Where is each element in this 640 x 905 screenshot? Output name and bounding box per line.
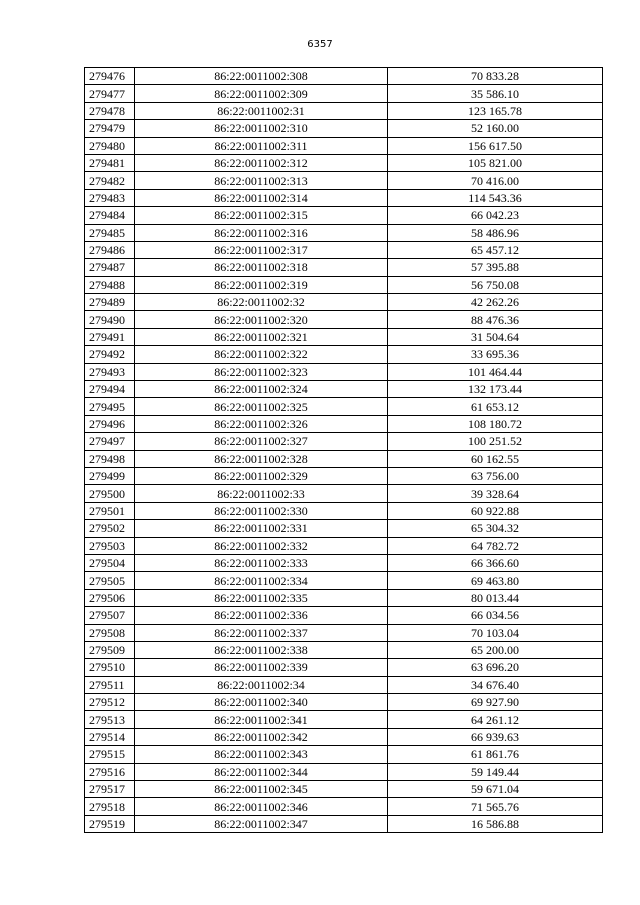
cadastral-value-cell: 64 782.72 — [388, 537, 603, 554]
cadastral-number-cell: 86:22:0011002:315 — [135, 207, 388, 224]
table-row — [85, 711, 603, 728]
cadastral-value-cell: 66 034.56 — [388, 607, 603, 624]
cadastral-value-cell: 59 671.04 — [388, 781, 603, 798]
cadastral-value-cell: 65 200.00 — [388, 641, 603, 658]
row-number-cell: 279516 — [85, 763, 135, 780]
row-number-cell: 279495 — [85, 398, 135, 415]
table-row — [85, 224, 603, 241]
cadastral-value-cell: 35 586.10 — [388, 85, 603, 102]
cadastral-value-cell: 88 476.36 — [388, 311, 603, 328]
table-row — [85, 85, 603, 102]
row-number-cell: 279484 — [85, 207, 135, 224]
cadastral-number-cell: 86:22:0011002:327 — [135, 433, 388, 450]
row-number-cell: 279507 — [85, 607, 135, 624]
row-number-cell: 279513 — [85, 711, 135, 728]
cadastral-value-cell: 66 042.23 — [388, 207, 603, 224]
cadastral-number-cell: 86:22:0011002:325 — [135, 398, 388, 415]
row-number-cell: 279510 — [85, 659, 135, 676]
cadastral-number-cell: 86:22:0011002:345 — [135, 781, 388, 798]
row-number-cell: 279505 — [85, 572, 135, 589]
cadastral-number-cell: 86:22:0011002:319 — [135, 276, 388, 293]
row-number-cell: 279515 — [85, 746, 135, 763]
cadastral-value-cell: 71 565.76 — [388, 798, 603, 815]
cadastral-value-cell: 16 586.88 — [388, 815, 603, 832]
table-row — [85, 398, 603, 415]
cadastral-value-cell: 39 328.64 — [388, 485, 603, 502]
cadastral-number-cell: 86:22:0011002:328 — [135, 450, 388, 467]
cadastral-value-cell: 63 756.00 — [388, 467, 603, 484]
cadastral-value-cell: 156 617.50 — [388, 137, 603, 154]
row-number-cell: 279501 — [85, 502, 135, 519]
cadastral-value-cell: 52 160.00 — [388, 120, 603, 137]
table-row — [85, 798, 603, 815]
cadastral-value-cell: 58 486.96 — [388, 224, 603, 241]
table-row — [85, 102, 603, 119]
cadastral-value-cell: 65 457.12 — [388, 241, 603, 258]
table-row — [85, 607, 603, 624]
table-row — [85, 68, 603, 85]
table-row — [85, 624, 603, 641]
table-row — [85, 641, 603, 658]
table-row — [85, 537, 603, 554]
table-row — [85, 120, 603, 137]
cadastral-number-cell: 86:22:0011002:334 — [135, 572, 388, 589]
cadastral-number-cell: 86:22:0011002:314 — [135, 189, 388, 206]
cadastral-number-cell: 86:22:0011002:342 — [135, 728, 388, 745]
row-number-cell: 279476 — [85, 68, 135, 85]
table-row — [85, 363, 603, 380]
table-row — [85, 694, 603, 711]
table-row — [85, 276, 603, 293]
cadastral-value-cell: 64 261.12 — [388, 711, 603, 728]
cadastral-number-cell: 86:22:0011002:326 — [135, 415, 388, 432]
table-row — [85, 520, 603, 537]
row-number-cell: 279498 — [85, 450, 135, 467]
table-row — [85, 328, 603, 345]
cadastral-value-cell: 57 395.88 — [388, 259, 603, 276]
cadastral-value-cell: 34 676.40 — [388, 676, 603, 693]
row-number-cell: 279509 — [85, 641, 135, 658]
table-body — [85, 68, 603, 833]
cadastral-value-cell: 33 695.36 — [388, 346, 603, 363]
cadastral-number-cell: 86:22:0011002:34 — [135, 676, 388, 693]
cadastral-number-cell: 86:22:0011002:33 — [135, 485, 388, 502]
row-number-cell: 279483 — [85, 189, 135, 206]
cadastral-value-cell: 59 149.44 — [388, 763, 603, 780]
row-number-cell: 279492 — [85, 346, 135, 363]
row-number-cell: 279486 — [85, 241, 135, 258]
cadastral-value-cell: 70 103.04 — [388, 624, 603, 641]
cadastral-value-cell: 60 922.88 — [388, 502, 603, 519]
cadastral-value-cell: 80 013.44 — [388, 589, 603, 606]
cadastral-value-cell: 66 939.63 — [388, 728, 603, 745]
cadastral-value-cell: 61 653.12 — [388, 398, 603, 415]
cadastral-number-cell: 86:22:0011002:329 — [135, 467, 388, 484]
cadastral-number-cell: 86:22:0011002:309 — [135, 85, 388, 102]
row-number-cell: 279487 — [85, 259, 135, 276]
cadastral-value-cell: 63 696.20 — [388, 659, 603, 676]
cadastral-number-cell: 86:22:0011002:336 — [135, 607, 388, 624]
row-number-cell: 279517 — [85, 781, 135, 798]
row-number-cell: 279494 — [85, 381, 135, 398]
cadastral-number-cell: 86:22:0011002:317 — [135, 241, 388, 258]
row-number-cell: 279480 — [85, 137, 135, 154]
table-row — [85, 659, 603, 676]
cadastral-number-cell: 86:22:0011002:308 — [135, 68, 388, 85]
cadastral-number-cell: 86:22:0011002:347 — [135, 815, 388, 832]
cadastral-number-cell: 86:22:0011002:333 — [135, 554, 388, 571]
cadastral-value-cell: 132 173.44 — [388, 381, 603, 398]
row-number-cell: 279493 — [85, 363, 135, 380]
table-row — [85, 572, 603, 589]
cadastral-number-cell: 86:22:0011002:31 — [135, 102, 388, 119]
row-number-cell: 279482 — [85, 172, 135, 189]
cadastral-number-cell: 86:22:0011002:313 — [135, 172, 388, 189]
cadastral-number-cell: 86:22:0011002:312 — [135, 154, 388, 171]
cadastral-number-cell: 86:22:0011002:32 — [135, 294, 388, 311]
cadastral-value-cell: 61 861.76 — [388, 746, 603, 763]
cadastral-value-cell: 56 750.08 — [388, 276, 603, 293]
cadastral-number-cell: 86:22:0011002:316 — [135, 224, 388, 241]
row-number-cell: 279506 — [85, 589, 135, 606]
row-number-cell: 279511 — [85, 676, 135, 693]
cadastral-number-cell: 86:22:0011002:343 — [135, 746, 388, 763]
table-row — [85, 763, 603, 780]
row-number-cell: 279519 — [85, 815, 135, 832]
row-number-cell: 279478 — [85, 102, 135, 119]
cadastral-number-cell: 86:22:0011002:335 — [135, 589, 388, 606]
row-number-cell: 279481 — [85, 154, 135, 171]
table-row — [85, 172, 603, 189]
table-row — [85, 241, 603, 258]
cadastral-number-cell: 86:22:0011002:311 — [135, 137, 388, 154]
cadastral-value-cell: 66 366.60 — [388, 554, 603, 571]
cadastral-number-cell: 86:22:0011002:320 — [135, 311, 388, 328]
table-row — [85, 311, 603, 328]
cadastral-value-cell: 100 251.52 — [388, 433, 603, 450]
cadastral-number-cell: 86:22:0011002:322 — [135, 346, 388, 363]
table-row — [85, 346, 603, 363]
cadastral-number-cell: 86:22:0011002:332 — [135, 537, 388, 554]
row-number-cell: 279518 — [85, 798, 135, 815]
cadastral-number-cell: 86:22:0011002:321 — [135, 328, 388, 345]
table-row — [85, 554, 603, 571]
row-number-cell: 279502 — [85, 520, 135, 537]
table-row — [85, 137, 603, 154]
table-row — [85, 154, 603, 171]
cadastral-number-cell: 86:22:0011002:310 — [135, 120, 388, 137]
table-row — [85, 485, 603, 502]
cadastral-number-cell: 86:22:0011002:340 — [135, 694, 388, 711]
table-row — [85, 294, 603, 311]
table-row — [85, 815, 603, 832]
cadastral-value-cell: 114 543.36 — [388, 189, 603, 206]
cadastral-number-cell: 86:22:0011002:330 — [135, 502, 388, 519]
page-number: 6357 — [307, 39, 333, 50]
cadastral-number-cell: 86:22:0011002:337 — [135, 624, 388, 641]
row-number-cell: 279508 — [85, 624, 135, 641]
row-number-cell: 279503 — [85, 537, 135, 554]
cadastral-number-cell: 86:22:0011002:344 — [135, 763, 388, 780]
table-row — [85, 589, 603, 606]
table-row — [85, 450, 603, 467]
row-number-cell: 279496 — [85, 415, 135, 432]
cadastral-value-cell: 69 927.90 — [388, 694, 603, 711]
table-row — [85, 781, 603, 798]
row-number-cell: 279488 — [85, 276, 135, 293]
row-number-cell: 279490 — [85, 311, 135, 328]
cadastral-value-cell: 65 304.32 — [388, 520, 603, 537]
cadastral-number-cell: 86:22:0011002:346 — [135, 798, 388, 815]
row-number-cell: 279500 — [85, 485, 135, 502]
table-row — [85, 467, 603, 484]
table-row — [85, 728, 603, 745]
table-row — [85, 381, 603, 398]
cadastral-value-cell: 70 416.00 — [388, 172, 603, 189]
cadastral-value-cell: 42 262.26 — [388, 294, 603, 311]
cadastral-value-cell: 108 180.72 — [388, 415, 603, 432]
cadastral-value-cell: 101 464.44 — [388, 363, 603, 380]
table-row — [85, 746, 603, 763]
row-number-cell: 279491 — [85, 328, 135, 345]
table-row — [85, 415, 603, 432]
row-number-cell: 279504 — [85, 554, 135, 571]
table-row — [85, 207, 603, 224]
cadastral-value-cell: 31 504.64 — [388, 328, 603, 345]
row-number-cell: 279479 — [85, 120, 135, 137]
cadastral-number-cell: 86:22:0011002:324 — [135, 381, 388, 398]
row-number-cell: 279497 — [85, 433, 135, 450]
cadastral-number-cell: 86:22:0011002:318 — [135, 259, 388, 276]
cadastral-value-cell: 70 833.28 — [388, 68, 603, 85]
row-number-cell: 279489 — [85, 294, 135, 311]
cadastral-number-cell: 86:22:0011002:323 — [135, 363, 388, 380]
table-row — [85, 433, 603, 450]
table-row — [85, 259, 603, 276]
cadastral-number-cell: 86:22:0011002:339 — [135, 659, 388, 676]
row-number-cell: 279512 — [85, 694, 135, 711]
table-row — [85, 189, 603, 206]
row-number-cell: 279499 — [85, 467, 135, 484]
cadastral-number-cell: 86:22:0011002:341 — [135, 711, 388, 728]
table-row — [85, 502, 603, 519]
cadastral-value-cell: 69 463.80 — [388, 572, 603, 589]
row-number-cell: 279485 — [85, 224, 135, 241]
cadastral-value-cell: 105 821.00 — [388, 154, 603, 171]
cadastral-value-table — [84, 67, 603, 833]
cadastral-value-cell: 60 162.55 — [388, 450, 603, 467]
cadastral-number-cell: 86:22:0011002:338 — [135, 641, 388, 658]
table-row — [85, 676, 603, 693]
row-number-cell: 279514 — [85, 728, 135, 745]
row-number-cell: 279477 — [85, 85, 135, 102]
cadastral-value-cell: 123 165.78 — [388, 102, 603, 119]
cadastral-number-cell: 86:22:0011002:331 — [135, 520, 388, 537]
